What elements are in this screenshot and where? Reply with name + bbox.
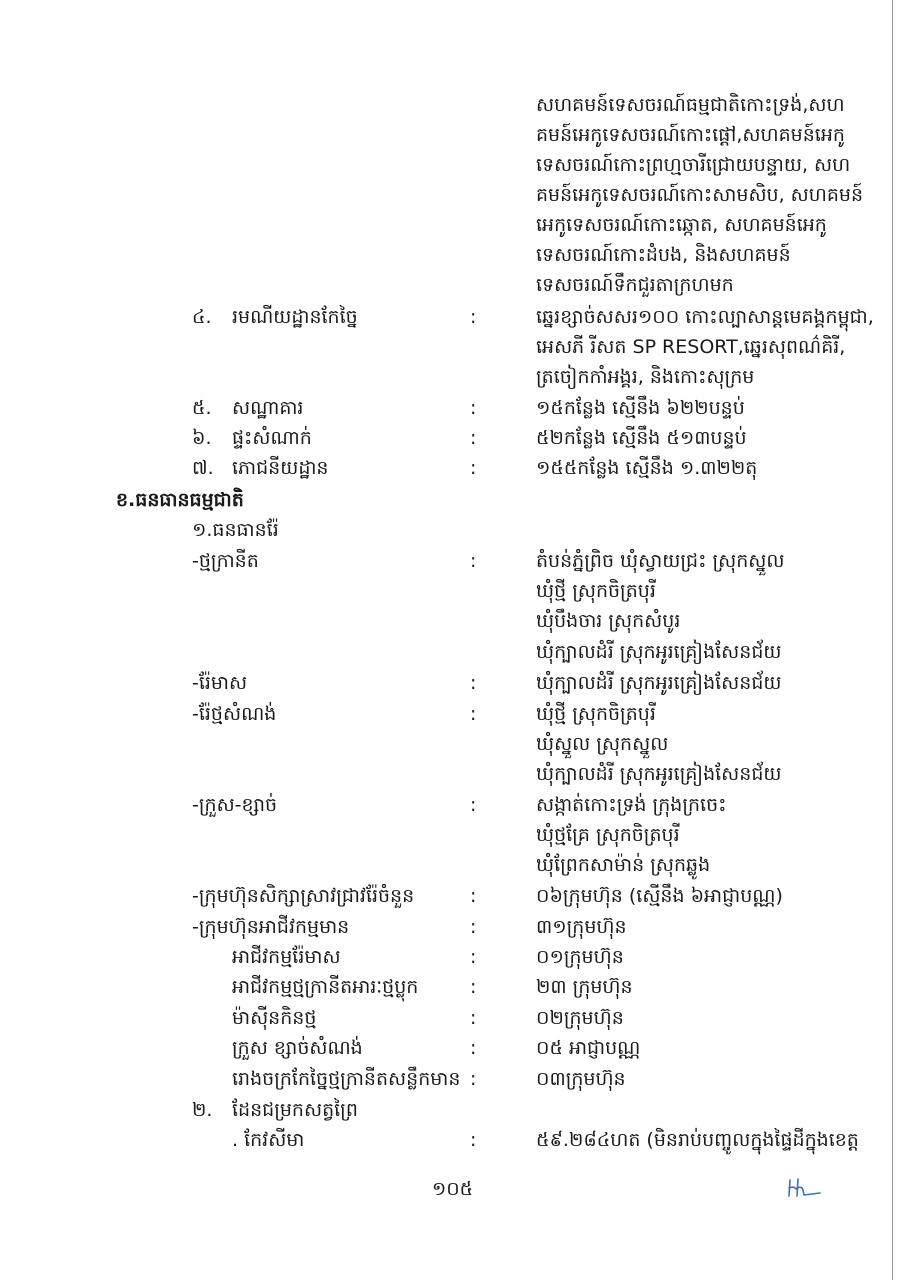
item-label: -ក្រួស-ខ្សាច់	[192, 794, 278, 816]
value-line: អេកូទេសចរណ៍កោះឆ្កោត, សហគមន៍អេកូ	[536, 214, 827, 236]
item-label: -រ៉ែមាស	[192, 672, 248, 694]
value-line: ទេសចរណ៍កោះដំបង, និងសហគមន៍	[536, 244, 791, 266]
initials-signature-icon	[784, 1176, 824, 1200]
sub-item-label: អាជីវកម្មរ៉ែមាស	[232, 946, 341, 968]
item-value: សង្កាត់កោះទ្រង់ ក្រុងក្រចេះ	[536, 794, 727, 816]
item-value: តំបន់ភ្នំព្រិច ឃុំស្វាយជ្រះ ស្រុកស្នួល	[536, 550, 785, 572]
colon: :	[470, 672, 477, 694]
item-value: ៣១ក្រុមហ៊ុន	[536, 916, 627, 938]
page-edge-line	[892, 0, 893, 1280]
value-line: ទេសចរណ៍កោះព្រហ្មចារីជ្រោយបន្ទាយ, សហ	[536, 154, 851, 176]
value-line: គមន៍អេកូទេសចរណ៍កោះផ្ដៅ,សហគមន៍អេកូ	[536, 124, 845, 146]
subsection-heading: ដែនជម្រកសត្វព្រៃ	[232, 1099, 358, 1121]
item-number: ៤.	[192, 306, 212, 328]
sub-item-label: អាជីវកម្មថ្មក្រានីតអារៈថ្មប្លុក	[232, 976, 419, 998]
item-value: ឆ្នេរខ្សាច់សសរ១០០ កោះល្បាសាន្តមេគង្គកម្ពុជា,	[536, 306, 874, 328]
sub-item-value: ០១ក្រុមហ៊ុន	[536, 946, 624, 968]
value-line: គមន៍អេកូទេសចរណ៍កោះសាមសិប, សហគមន៍	[536, 184, 864, 206]
sub-item-value: ០២ក្រុមហ៊ុន	[536, 1007, 624, 1029]
sub-item-value: ០៥ អាជ្ញាបណ្ណ	[536, 1037, 641, 1059]
item-number: ៧.	[192, 457, 214, 479]
colon: :	[470, 976, 477, 998]
item-label: . កែវសីមា	[232, 1129, 305, 1151]
item-value: ០៦ក្រុមហ៊ុន (ស្មើនឹង ៦អាជ្ញាបណ្ណ)	[536, 885, 783, 907]
colon: :	[470, 885, 477, 907]
page-number: ១០៥	[431, 1178, 474, 1200]
sub-item-value: ២៣ ក្រុមហ៊ុន	[536, 976, 633, 998]
sub-item-value: ០៣ក្រុមហ៊ុន	[536, 1068, 626, 1090]
item-value: ឃុំថ្មគ្រែ ស្រុកចិត្របុរី	[536, 824, 680, 846]
colon: :	[470, 457, 477, 479]
item-value: ឃុំស្នួល ស្រុកស្នួល	[536, 733, 669, 755]
item-label: ផ្ទះសំណាក់	[232, 427, 312, 449]
item-value: ឃុំថ្មី ស្រុកចិត្របុរី	[536, 580, 656, 602]
colon: :	[470, 1129, 477, 1151]
item-label: -ក្រុមហ៊ុនអាជីវកម្មមាន	[192, 916, 350, 938]
item-label: សណ្ឋាគារ	[232, 397, 304, 419]
item-value: ៥៩.២៨៤ហត (មិនរាប់បញ្ចូលក្នុងផ្ទៃដីក្នុងខេត្ត	[536, 1129, 859, 1151]
item-label: -រ៉ែថ្មសំណង់	[192, 703, 277, 725]
item-label: -ក្រុមហ៊ុនសិក្សាស្រាវជ្រាវរ៉ែចំនួន	[192, 885, 415, 907]
item-number: ៦.	[192, 427, 212, 449]
sub-item-label: ម៉ាស៊ីនកិនថ្ម	[232, 1007, 317, 1029]
item-value: ឃុំថ្មី ស្រុកចិត្របុរី	[536, 703, 656, 725]
item-value: អេសភី រីសត SP RESORT,ឆ្នេរសុពណ៌គិរី,	[536, 336, 846, 358]
section-heading: ខ.ធនធានធម្មជាតិ	[116, 489, 244, 511]
item-value: ឃុំក្បាលដំរី ស្រុកអូរគ្រៀងសែនជ័យ	[536, 641, 782, 663]
colon: :	[470, 397, 477, 419]
item-label: ភោជនីយដ្ឋាន	[232, 457, 329, 479]
value-line: សហគមន៍ទេសចរណ៍ធម្មជាតិកោះទ្រង់,សហ	[536, 94, 845, 116]
item-label: រមណីយដ្ឋានកែច្នៃ	[232, 306, 358, 328]
colon: :	[470, 946, 477, 968]
colon: :	[470, 1037, 477, 1059]
item-value: ត្រចៀកកាំអង្គរ, និងកោះសុក្រម	[536, 366, 755, 388]
subsection-heading: ១.ធនធានរ៉ែ	[192, 519, 279, 541]
item-value: ឃុំក្បាលដំរី ស្រុកអូរគ្រៀងសែនជ័យ	[536, 672, 782, 694]
colon: :	[470, 1068, 477, 1090]
colon: :	[470, 916, 477, 938]
value-line: ទេសចរណ៍ទឹកជួរតាក្រហមក	[536, 274, 734, 296]
item-value: ឃុំព្រែកសាម៉ាន់ ស្រុកឆ្លូង	[536, 854, 711, 876]
item-value: ៥២កន្លែង ស្មើនឹង ៥១៣បន្ទប់	[536, 427, 747, 449]
item-number: ២.	[192, 1099, 213, 1121]
item-label: -ថ្មក្រានីត	[192, 550, 259, 572]
item-value: ១៥៥កន្លែង ស្មើនឹង ១.៣២២តុ	[536, 457, 758, 479]
colon: :	[470, 427, 477, 449]
item-value: ឃុំក្បាលដំរី ស្រុកអូរគ្រៀងសែនជ័យ	[536, 763, 782, 785]
colon: :	[470, 794, 477, 816]
colon: :	[470, 703, 477, 725]
colon: :	[470, 306, 477, 328]
colon: :	[470, 1007, 477, 1029]
item-value: ១៥កន្លែង ស្មើនឹង ៦២២បន្ទប់	[536, 397, 745, 419]
sub-item-label: ក្រួស ខ្សាច់សំណង់	[232, 1037, 363, 1059]
colon: :	[470, 550, 477, 572]
sub-item-label: រោងចក្រកែច្នៃថ្មក្រានីតសន្លឹកមាន	[232, 1068, 461, 1090]
item-value: ឃុំបឹងចារ ស្រុកសំបូរ	[536, 610, 681, 632]
item-number: ៥.	[192, 397, 212, 419]
